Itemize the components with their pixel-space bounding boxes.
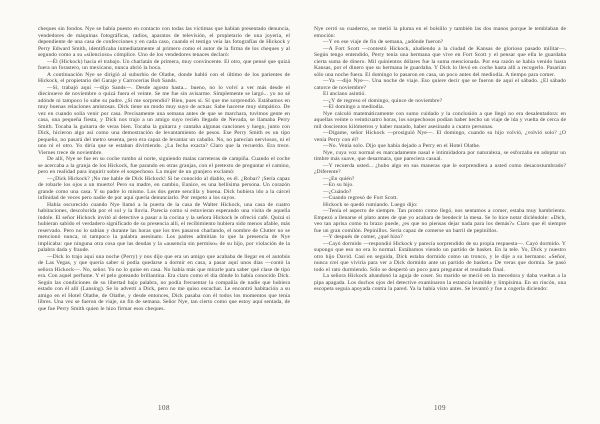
- paragraph: cheques sin fondos. Nye se había puesto en contacto con todas las víctimas que habían presentado denuncia, vendedores de máquinas fotográficas, radios, aparatos de televisión, el propietario de una joyería, el dependiente de una casa de confecciones y en cada caso, cuando el testigo veía las fotografías de Hickock y Perry Edward Smith, identificaba inmediatamente al primero como el autor de la firma de los cheques y al segundo como a su «silencioso» cómplice. Uno de los vendedores tenaces declaró:: [38, 26, 290, 58]
- left-page: [38, 26, 290, 424]
- paragraph: —A Fort Scott —contestó Hickock, aludiendo a la ciudad de Kansas de glorioso pasado militar—. Según tengo entendido, Perry tenía una hermana que vive en Fort Scott y el pensar que ella le guardaba cierta suma de dinero. Mil quinientos dólares fue la suma mencionada. Por esa razón se había venido hasta Kansas, por el dinero que su hermana le guardaba. Y Dick lo llevó en coche hasta allí a recogerlo. Pasarían sólo una noche fuera. El domingo lo pasaron en casa, un poco antes del mediodía. A tiempo para comer.: [314, 45, 566, 78]
- paragraph: —Ya —dijo Nye—. Una noche de viaje. Eso quiere decir que se fueron de aquí el sábado. ¿El sábado catorce de noviembre?: [314, 78, 566, 91]
- paragraph: —No. Venía solo. Dijo que había dejado a Perry en el Hotel Olathe.: [323, 143, 481, 149]
- paragraph: Nye calculó matemáticamente con sumo cuidado y la conclusión a que llegó no era desalentadora: en aquellas veinte o veinticuatro horas, los sospechosos podían haber hecho un viaje de ida y vuelta de cerca de mil doscientos kilómetros y haber matado, haber asesinado a cuatro personas.: [314, 110, 566, 130]
- paragraph: —Cayó dormido —respondió Hickock y parecía sorprendido de su propia respuesta—. Cayó dormido. Y supongo que eso no era lo normal. Estábamos viendo un partido de basket. En la tele. Yo, Dick y nuestro otro hijo David. Casi en seguida, Dick estaba dormido como un tronco, y le dije a su hermano: «Señor, nunca creí que viviría para ver a Dick dormido ante un partido de basket.» De veras que dormía. Se pasó todo el rato durmiendo. Sólo se despertó un poco para preguntar el resultado final.: [314, 240, 566, 273]
- paragraph: —Dick lo trajo aquí una noche (Perry) y nos dijo que era un amigo que acababa de llegar en el autobús de Las Vegas, y que quería saber si podía quedarse a dormir en casa, a pasar aquí unos días —contó la señora Hickock—. No, señor. Yo no lo quise en casa. No había más que mirarle para saber qué clase de tipo era. Con aquel perfume. Y el pelo goteando brillantina. Era claro como el día dónde lo había conocido Dick. Según las condiciones de su libertad bajo palabra, no podía frecuentar la compañía de nadie que hubiera estado con él allí (Lansing). Se lo advertí a Dick, pero no me quiso escuchar. Le encontró habitación a su amigo en el Hotel Olathe, de Olathe, y desde entonces, Dick pasaba con él todos los momentos que tenía libres. Una vez se fueron de viaje, un fin de semana. Señor Nye, tan cierto como que estoy aquí sentada, de que fue Perry Smith quien le hizo firmar esos cheques.: [38, 253, 290, 312]
- right-page-text: [314, 26, 566, 397]
- paragraph: —Y recuerda usted... ¿hubo algo en sus maneras que le sorprendiera a usted como desacostumbrado? ¿Diferente?: [314, 162, 566, 175]
- paragraph: —Dígame, señor Hickock —prosiguió Nye—. El domingo, cuando su hijo volvió, ¿volvió solo? ¿O venía Perry con él?: [314, 130, 566, 143]
- paragraph: Nye, cuya voz normal es marcadamente nasal e intimidadora por naturaleza, se esforzaba en adoptar un timbre más suave, que desarmara, que pareciera casual.: [314, 149, 566, 162]
- left-page-number: 108: [158, 404, 170, 412]
- paragraph: —Él (Hickock) hacía el trabajo. Un charlatán de primera, muy convincente. El otro, que pensé que quizá fuera un forastero, un mexicano, nunca abrió la boca.: [38, 58, 290, 71]
- paragraph: —El domingo a mediodía.: [323, 104, 385, 110]
- paragraph: A continuación Nye se dirigió al suburbio de Olathe, donde habló con el último de los parientes de Hickock, el propietario del Garaje y Carrocerías Bob Sands.: [38, 71, 290, 84]
- paragraph: Había oscurecido cuando Nye llamó a la puerta de la casa de Walter Hickock, una casa de cuatro habitaciones, descolorida por el sol y la lluvia. Parecía como si estuvieran esperando una visita de aquella índole. El señor Hickock invitó al detective a pasar a la cocina y la señora Hickock le ofreció café. Quizá si hubieran sabido el verdadero significado de su presencia allí, el recibimiento hubiera sido menos afable, más reservado. Pero no lo sabían y durante las horas que los tres pasaron charlando, el nombre de Clutter no se mencionó nunca, ni tampoco la palabra asesinato. Los padres admitían lo que la presencia de Nye implicaba: que ninguna otra cosa que las deudas y la «ausencia sin permiso» de su hijo, por violación de la palabra dada y fraude.: [38, 201, 290, 253]
- paragraph: El anciano asintió.: [323, 91, 366, 97]
- left-page-text: [38, 26, 290, 397]
- paragraph: —¿En quién?: [323, 175, 355, 182]
- right-page: [314, 26, 566, 424]
- paragraph: —¿Dick Hickock? ¡No me hable de Dick Hickock! Si he conocido al diablo, es él. ¿Robar? ¡Sería capaz de robarle los ojos a un muerto! Pero su madre, en cambio, Eunice, es una bellísima persona. Un corazón grande como una casa. Y su padre lo mismo. Los dos gente sencilla y buena. Dick hubiera ido a la cárcel infinidad de veces pero nadie de por aquí quería denunciarlo. Por respeto a los suyos.: [38, 175, 290, 201]
- paragraph: —¿Y de regreso el domingo, quince de noviembre?: [323, 97, 443, 104]
- paragraph: —Tenía el aspecto de siempre. Tan pronto como llegó, nos sentamos a comer, estaba muy hambriento. Empezó a llenarse el plato antes de que yo acabara de bendecir la mesa. Se lo hice notar diciéndole: «Dick, veo tan aprisa como tu brazo puede, ¿es que no piensas dejar nada para los demás?» Claro que él siempre fue un gran comilón. Pepinillos. Sería capaz de comerse un barril de pepinillos.: [314, 208, 566, 234]
- paragraph: Nye cerró su cuaderno, se metió la pluma en el bolsillo y también las dos manos porque le temblaban de emoción:: [314, 26, 566, 39]
- paragraph: —Sí, trabajó aquí —dijo Sands—. Desde agosto hasta... bueno, no lo volví a ver más desde el diecinueve de noviembre o quizá fuera el veinte. Se me fue sin avisarme. Simplemente se largó... yo no sé adónde ni tampoco lo sabe su padre. ¿Si me sorprendió? Bien, pues sí. Sí que me sorprendió. Estábamos en muy buenas relaciones amistosas. Dick tiene un modo muy suyo de actuar. Sabe hacerse muy simpático. De vez en cuando solía venir por casa. Precisamente una semana antes de que se marchara, tuvimos gente en casa, una pequeña fiesta, y Dick nos trajo a un amigo suyo recién llegado de Nevada, se llamaba Perry Smith. Tocaba la guitarra de veras bien. Tocaba la guitarra y cantaba algunas canciones y luego, junto con Dick, hicieron algo así como una demostración de levantamiento de pesos. Ese Perry Smith es un tipo pequeño, no pasará del metro sesenta, pero era capaz de levantar un caballo. No, no parecían nerviosos, ni el uno ni el otro. Yo diría que se estaban divirtiendo. ¿La fecha exacta? Claro que la recuerdo. Era trece. Viernes trece de noviembre.: [38, 84, 290, 156]
- paragraph: —Cuando regresó de Fort Scott.: [323, 195, 398, 201]
- paragraph: La señora Hickock abandonó la aguja de coser. Su marido se meció en la mecedora y daba vueltas a la pipa apagada. Los duchos ojos del detective examinaron la estancia humilde y limpísima. En un rincón, una escopeta seguía apoyada contra la pared. Ya la había visto antes. Se levantó y fue a cogerla diciendo:: [314, 273, 566, 292]
- paragraph: —¿Cuándo?: [323, 188, 352, 195]
- paragraph: —En su hijo.: [323, 182, 354, 188]
- right-page-number: 109: [434, 404, 446, 412]
- paragraph: —Y después de comer, ¿qué hizo?: [323, 234, 403, 240]
- paragraph: Hickock se quedó rumiando. Luego dijo:: [323, 201, 418, 208]
- paragraph: —Y en ese viaje de fin de semana, ¿adónde fueron?: [323, 39, 444, 45]
- paragraph: De allí, Nye se fue en su coche rumbo al norte, siguiendo malas carreteras de campiña. Cuando el coche se acercaba a la granja de los Hickock, fue parando en otras granjas, con el pretexto de preguntar el camino, pero en realidad para inquirir sobre el sospechoso. La mujer de un granjero exclamó:: [38, 156, 290, 175]
